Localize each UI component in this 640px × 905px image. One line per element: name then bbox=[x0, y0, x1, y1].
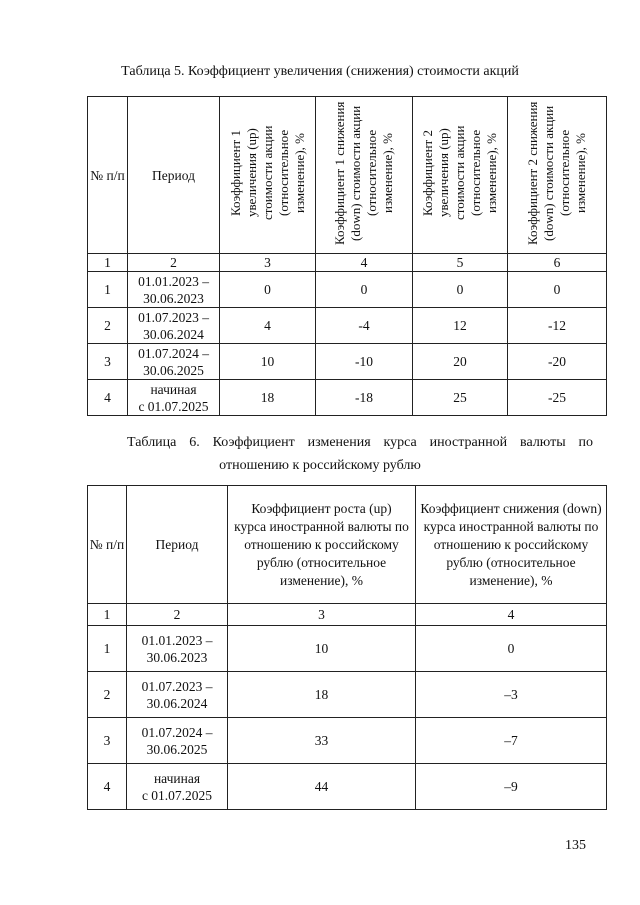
row-period bbox=[127, 718, 228, 764]
table5-colnum: 2 bbox=[128, 254, 220, 272]
table6-caption-line1: Таблица 6. Коэффициент изменения курса иностранной валюты по bbox=[127, 435, 593, 450]
row-period bbox=[128, 344, 220, 380]
cell-up1: 0 bbox=[220, 272, 316, 308]
cell-up: 44 bbox=[228, 764, 416, 810]
table5-header-up2-text: Коэффициент 2 увеличения (up) стоимости акции (относительное изменение), % bbox=[420, 125, 499, 221]
row-period bbox=[128, 272, 220, 308]
row-num: 2 bbox=[88, 308, 128, 344]
cell-up: 18 bbox=[228, 672, 416, 718]
table5-header-up2 bbox=[413, 97, 508, 254]
period-start: начиная bbox=[153, 770, 201, 786]
cell-down: –9 bbox=[416, 764, 607, 810]
row-period bbox=[128, 308, 220, 344]
period-end: 30.06.2024 bbox=[143, 326, 204, 342]
table-row bbox=[88, 764, 607, 810]
table-row bbox=[88, 718, 607, 764]
cell-down2: 0 bbox=[508, 272, 607, 308]
cell-up2: 0 bbox=[413, 272, 508, 308]
cell-down2: -12 bbox=[508, 308, 607, 344]
period-start: 01.01.2023 – bbox=[138, 273, 209, 289]
table-row bbox=[88, 626, 607, 672]
cell-up2: 12 bbox=[413, 308, 508, 344]
table5-header-num: № п/п bbox=[88, 97, 128, 254]
table5-colnum: 5 bbox=[413, 254, 508, 272]
row-num: 4 bbox=[88, 764, 127, 810]
page-number: 135 bbox=[565, 838, 586, 853]
table5-header-down1-text: Коэффициент 1 снижения (down) стоимости акции (относительное изменение), % bbox=[332, 101, 395, 245]
cell-up1: 18 bbox=[220, 380, 316, 416]
table6-header-row bbox=[88, 486, 607, 604]
table5-header-down2-text: Коэффициент 2 снижения (down) стоимости акции (относительное изменение), % bbox=[525, 101, 588, 245]
cell-up: 33 bbox=[228, 718, 416, 764]
row-num: 3 bbox=[88, 718, 127, 764]
table6-header-up: Коэффициент роста (up) курса иностранной валюты по отношению к российскому рублю (относительное изменение), % bbox=[228, 486, 416, 604]
table5-header-down1 bbox=[316, 97, 413, 254]
table5-column-numbers bbox=[88, 254, 607, 272]
table5-header-row bbox=[88, 97, 607, 254]
cell-down: –3 bbox=[416, 672, 607, 718]
table6-colnum: 1 bbox=[88, 604, 127, 626]
period-start: 01.07.2023 – bbox=[138, 309, 209, 325]
period-start: начиная bbox=[150, 381, 197, 397]
period-end: 30.06.2025 bbox=[146, 741, 208, 757]
period-end: 30.06.2023 bbox=[146, 649, 208, 665]
table-row bbox=[88, 272, 607, 308]
table-row bbox=[88, 344, 607, 380]
row-period bbox=[128, 380, 220, 416]
row-num: 3 bbox=[88, 344, 128, 380]
table5-header-down2 bbox=[508, 97, 607, 254]
cell-down1: -10 bbox=[316, 344, 413, 380]
table5-colnum: 1 bbox=[88, 254, 128, 272]
table6-colnum: 4 bbox=[416, 604, 607, 626]
table5-colnum: 6 bbox=[508, 254, 607, 272]
table-row bbox=[88, 380, 607, 416]
period-start: 01.07.2023 – bbox=[141, 678, 213, 694]
table-row bbox=[88, 308, 607, 344]
table6-header-down: Коэффициент снижения (down) курса иностранной валюты по отношению к российскому рублю (относительное изменение), % bbox=[416, 486, 607, 604]
table6-column-numbers bbox=[88, 604, 607, 626]
table6-header-period: Период bbox=[127, 486, 228, 604]
table5-header-up1-text: Коэффициент 1 увеличения (up) стоимости акции (относительное изменение), % bbox=[227, 125, 307, 221]
table6-colnum: 2 bbox=[127, 604, 228, 626]
cell-down: –7 bbox=[416, 718, 607, 764]
row-num: 4 bbox=[88, 380, 128, 416]
table5-header-period: Период bbox=[128, 97, 220, 254]
cell-down1: 0 bbox=[316, 272, 413, 308]
cell-down2: -25 bbox=[508, 380, 607, 416]
period-end: с 01.07.2025 bbox=[141, 787, 213, 803]
table5-colnum: 4 bbox=[316, 254, 413, 272]
cell-up1: 4 bbox=[220, 308, 316, 344]
table5-colnum: 3 bbox=[220, 254, 316, 272]
period-end: 30.06.2024 bbox=[146, 695, 208, 711]
period-end: с 01.07.2025 bbox=[138, 398, 209, 414]
row-num: 1 bbox=[88, 272, 128, 308]
table6-header-num: № п/п bbox=[88, 486, 127, 604]
cell-up: 10 bbox=[228, 626, 416, 672]
period-start: 01.07.2024 – bbox=[138, 345, 209, 361]
cell-up1: 10 bbox=[220, 344, 316, 380]
period-start: 01.01.2023 – bbox=[141, 632, 213, 648]
table-row bbox=[88, 672, 607, 718]
period-end: 30.06.2023 bbox=[143, 290, 204, 306]
period-end: 30.06.2025 bbox=[143, 362, 204, 378]
cell-up2: 25 bbox=[413, 380, 508, 416]
cell-up2: 20 bbox=[413, 344, 508, 380]
cell-down1: -18 bbox=[316, 380, 413, 416]
cell-down: 0 bbox=[416, 626, 607, 672]
table5-caption: Таблица 5. Коэффициент увеличения (снижения) стоимости акций bbox=[121, 64, 519, 79]
row-num: 2 bbox=[88, 672, 127, 718]
period-start: 01.07.2024 – bbox=[141, 724, 213, 740]
table6 bbox=[87, 485, 607, 810]
cell-down1: -4 bbox=[316, 308, 413, 344]
table6-caption-line2: отношению к российскому рублю bbox=[219, 458, 421, 473]
row-period bbox=[127, 672, 228, 718]
row-period bbox=[127, 626, 228, 672]
table5-header-up1 bbox=[220, 97, 316, 254]
row-num: 1 bbox=[88, 626, 127, 672]
row-period bbox=[127, 764, 228, 810]
table6-colnum: 3 bbox=[228, 604, 416, 626]
cell-down2: -20 bbox=[508, 344, 607, 380]
table5 bbox=[87, 96, 607, 416]
